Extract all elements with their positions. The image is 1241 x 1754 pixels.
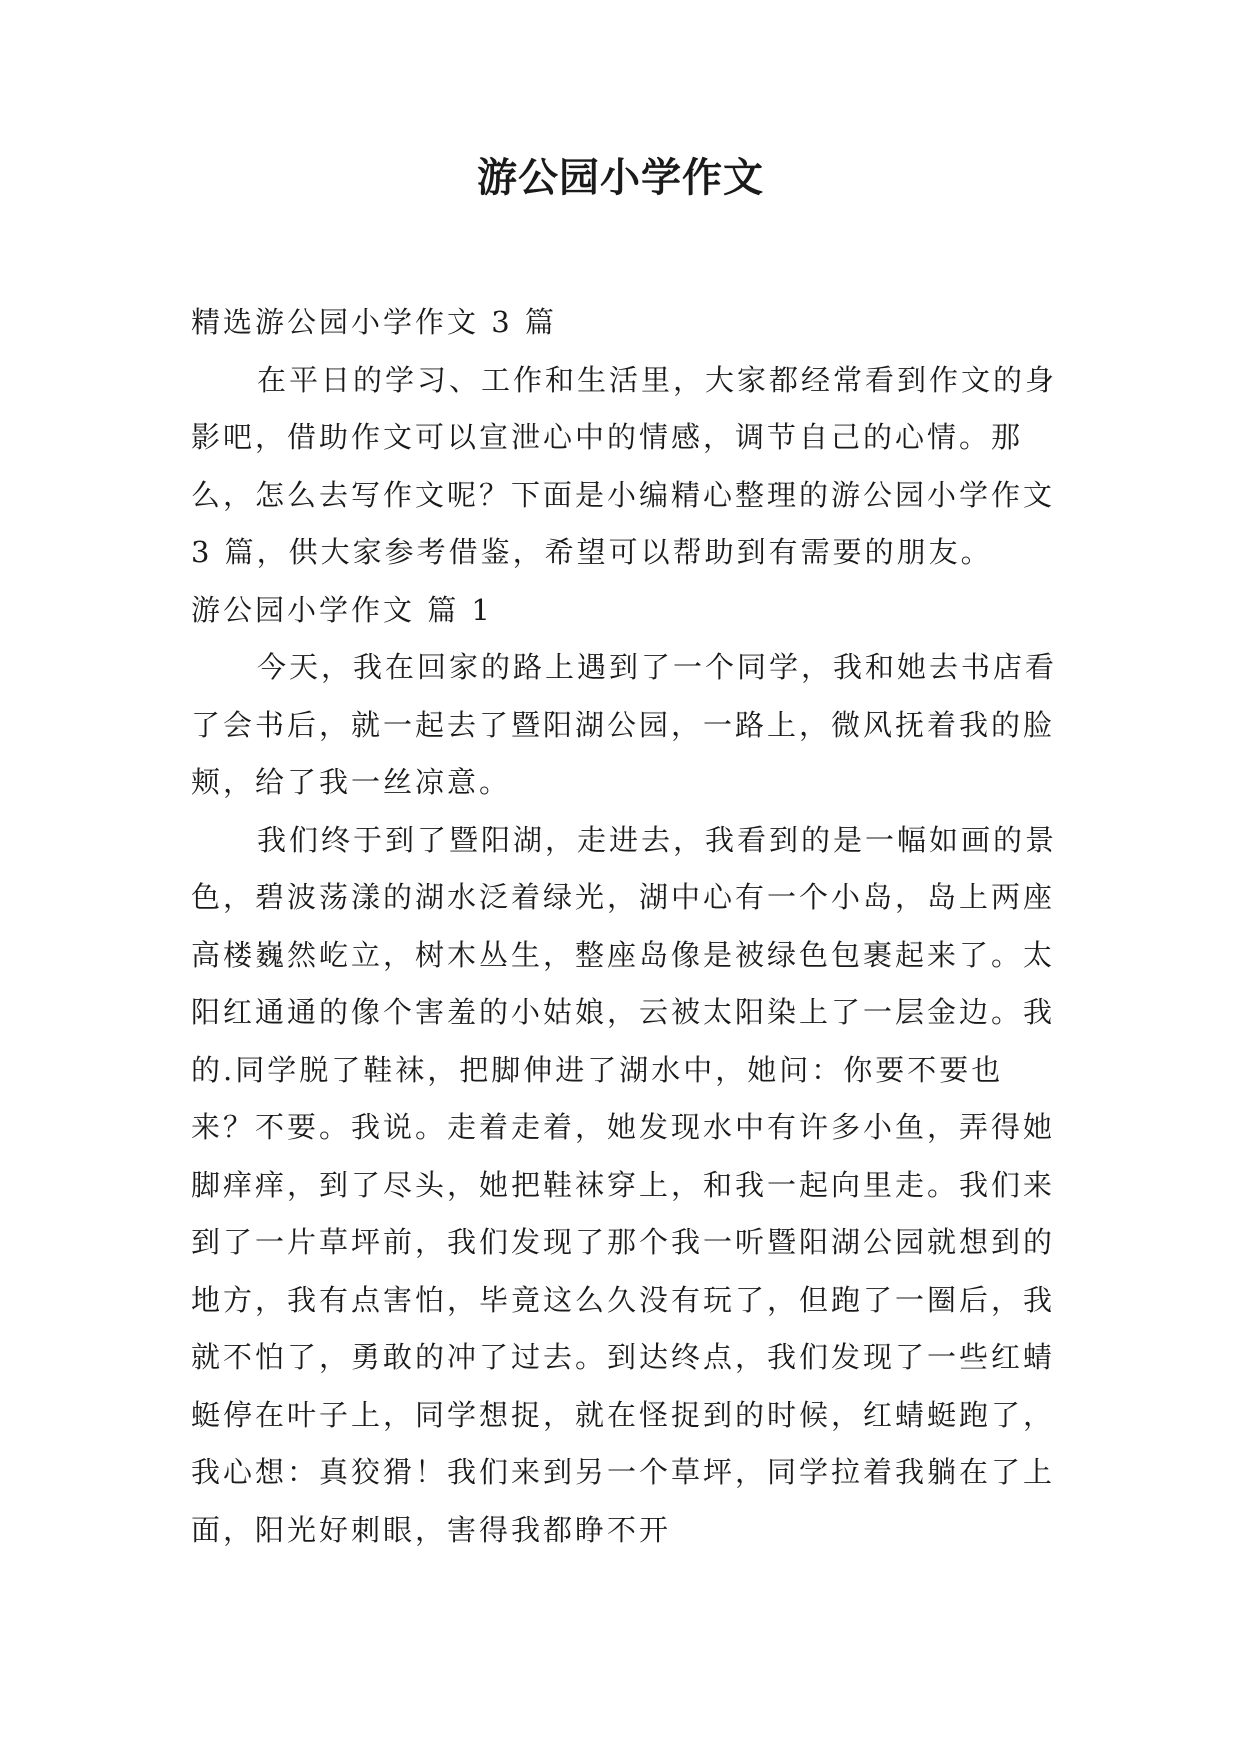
intro-paragraph: 在平日的学习、工作和生活里，大家都经常看到作文的身影吧，借助作文可以宣泄心中的情感，调节自己的心情。那么，怎么去写作文呢？下面是小编精心整理的游公园小学作文 3 篇，供大家参考借鉴，希望可以帮助到有需要的朋友。	[191, 362, 1058, 569]
document-title: 游公园小学作文	[477, 155, 764, 201]
document-subtitle: 精选游公园小学作文 3 篇	[191, 305, 557, 339]
section-heading: 游公园小学作文 篇 1	[191, 592, 493, 627]
body-paragraph: 今天，我在回家的路上遇到了一个同学，我和她去书店看了会书后，就一起去了暨阳湖公园，一路上，微风抚着我的脸颊，给了我一丝凉意。	[191, 650, 1058, 799]
document-body	[191, 294, 1061, 1559]
body-paragraph: 我们终于到了暨阳湖，走进去，我看到的是一幅如画的景色，碧波荡漾的湖水泛着绿光，湖中心有一个小岛，岛上两座高楼巍然屹立，树木丛生，整座岛像是被绿色包裹起来了。太阳红通通的像个害羞的小姑娘，云被太阳染上了一层金边。我的.同学脱了鞋袜，把脚伸进了湖水中，她问：你要不要也来？不要。我说。走着走着，她发现水中有许多小鱼，弄得她脚痒痒，到了尽头，她把鞋袜穿上，和我一起向里走。我们来到了一片草坪前，我们发现了那个我一听暨阳湖公园就想到的地方，我有点害怕，毕竟这么久没有玩了，但跑了一圈后，我就不怕了，勇敢的冲了过去。到达终点，我们发现了一些红蜻蜓停在叶子上，同学想捉，就在怪捉到的时候，红蜻蜓跑了，我心想：真狡猾！我们来到另一个草坪，同学拉着我躺在了上面，阳光好刺眼，害得我都睁不开	[191, 822, 1058, 1547]
